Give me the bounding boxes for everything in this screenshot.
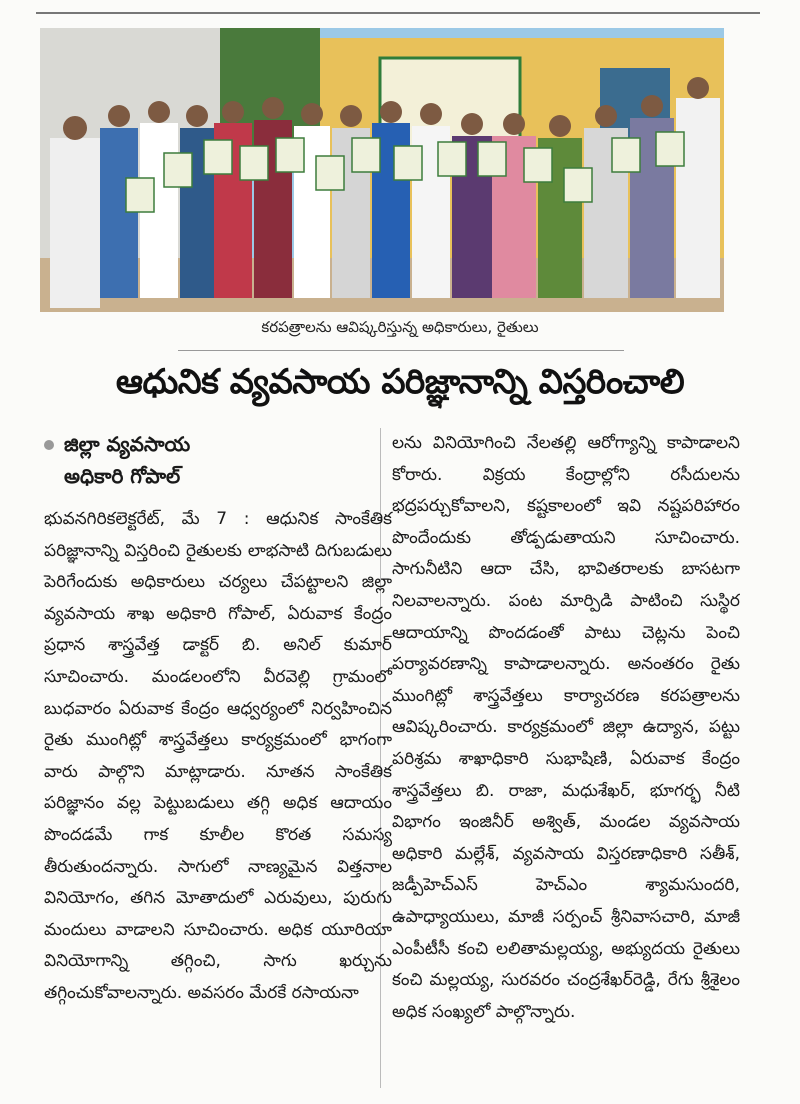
article-text-right: లను వినియోగించి నేలతల్లి ఆరోగ్యాన్ని కాపాడాలని కోరారు. విక్రయ కేంద్రాల్లోని రసీదులను భద్రపర్చుకోవాలని, కష్టకాలంలో ఇవి నష్టపరిహారం పొందేందుకు తోడ్పడుతాయని సూచించారు. సాగునీటిని ఆదా చేసి, భావితరాలకు బాసటగా నిలవాలన్నారు. పంట మార్పిడి పాటించి సుస్థిర ఆదాయాన్ని పొందడంతో పాటు చెట్లను పెంచి పర్యావరణాన్ని కాపాడాలన్నారు. అనంతరం రైతు ముంగిట్లో శాస్త్రవేత్తలు కార్యాచరణ కరపత్రాలను ఆవిష్కరించారు. కార్యక్రమంలో జిల్లా ఉద్యాన, పట్టు పరిశ్రమ శాఖాధికారి సుభాషిణి, ఏరువాక కేంద్రం శాస్త్రవేత్తలు బి. రాజా, మధుశేఖర్‌, భూగర్భ నీటి విభాగం ఇంజినీర్‌ అశ్విత్‌, మండల వ్యవసాయ అధికారి మల్లేశ్‌, వ్యవసాయ విస్తరణాధికారి సతీశ్‌, జడ్పీహెచ్‌ఎస్‌ హెచ్‌ఎం శ్యామసుందరి, ఉపాధ్యాయులు, మాజీ సర్పంచ్‌ శ్రీనివాసచారి, మాజీ ఎంపీటీసీ కంచి లలితామల్లయ్య, అభ్యుదయ రైతులు కంచి మల్లయ్య, సురవరం చంద్రశేఖర్‌రెడ్డి, రేగు శ్రీశైలం అధిక సంఖ్యలో పాల్గొన్నారు.: [392, 433, 740, 1022]
photo-caption: కరపత్రాలను ఆవిష్కరిస్తున్న అధికారులు, రైతులు: [261, 318, 539, 336]
news-photo: [40, 28, 724, 312]
article-column-left: [44, 428, 392, 1010]
article-text-left: భువనగిరికలెక్టరేట్‌, మే 7 : ఆధునిక సాంకేతిక పరిజ్ఞానాన్ని విస్తరించి రైతులకు లాభసాటి దిగుబడులు పెరిగేందుకు అధికారులు చర్యలు చేపట్టాలని జిల్లా వ్యవసాయ శాఖ అధికారి గోపాల్‌, ఏరువాక కేంద్రం ప్రధాన శాస్త్రవేత్త డాక్టర్‌ బి. అనిల్‌ కుమార్‌ సూచించారు. మండలంలోని వీరవెల్లి గ్రామంలో బుధవారం ఏరువాక కేంద్రం ఆధ్వర్యంలో నిర్వహించిన రైతు ముంగిట్లో శాస్త్రవేత్తలు కార్యక్రమంలో భాగంగా వారు పాల్గొని మాట్లాడారు. నూతన సాంకేతిక పరిజ్ఞానం వల్ల పెట్టుబడులు తగ్గి అధిక ఆదాయం పొందడమే గాక కూలీల కొరత సమస్య తీరుతుందన్నారు. సాగులో నాణ్యమైన విత్తనాల వినియోగం, తగిన మోతాదులో ఎరువులు, పురుగు మందులు వాడాలని సూచించారు. అధిక యూరియా వినియోగాన్ని తగ్గించి, సాగు ఖర్చును తగ్గించుకోవాలన్నారు. అవసరం మేరకే రసాయనా: [44, 509, 392, 1003]
bullet-icon: [44, 440, 54, 450]
subhead: [44, 428, 392, 460]
farmers-officials-group-photo-icon: [40, 28, 724, 312]
article-column-right: [392, 428, 740, 1028]
subhead-line2: అధికారి గోపాల్: [64, 464, 181, 488]
caption-rule: [178, 350, 624, 351]
top-rule: [36, 12, 760, 14]
headline: ఆధునిక వ్యవసాయ పరిజ్ఞానాన్ని విస్తరించాలి: [115, 362, 685, 402]
subhead-line1: జిల్లా వ్యవసాయ: [64, 432, 191, 456]
